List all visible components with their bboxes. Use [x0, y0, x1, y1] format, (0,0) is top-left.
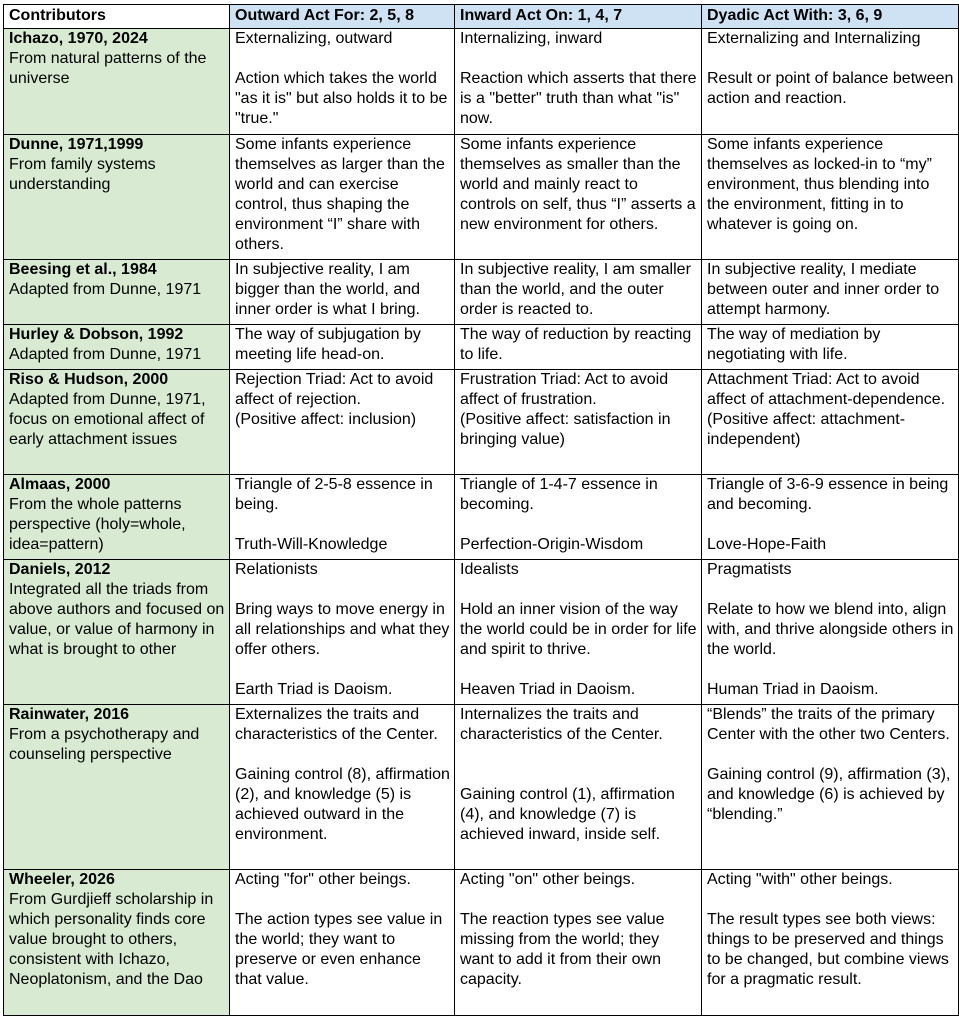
table-body [4, 29, 959, 1016]
inward-cell [455, 325, 702, 370]
author-description: From family systems understanding [9, 156, 156, 193]
author-name: Ichazo, 1970, 2024 [9, 30, 148, 47]
contributor-cell [4, 370, 230, 475]
author-name: Beesing et al., 1984 [9, 261, 157, 278]
outward-cell [230, 325, 455, 370]
outward-cell [230, 475, 455, 560]
cell-text: Gaining control (9), affirmation (3), and knowledge (6) is achieved by “blending.” [707, 766, 951, 823]
contributor-cell [4, 870, 230, 1016]
author-name: Almaas, 2000 [9, 476, 111, 493]
cell-text: Result or point of balance between action and reaction. [707, 70, 954, 107]
cell-text: Frustration Triad: Act to avoid affect of frustration. [460, 371, 669, 408]
cell-text: In subjective reality, I mediate between outer and inner order to attempt harmony. [707, 261, 940, 318]
table-row [4, 705, 959, 870]
cell-text: Triangle of 3-6-9 essence in being and becoming. [707, 476, 949, 513]
cell-text: Externalizes the traits and characteristics of the Center. [235, 706, 438, 743]
dyadic-cell [702, 29, 959, 135]
header-inward-act: Inward Act On: 1, 4, 7 [455, 5, 702, 29]
cell-text: The reaction types see value missing from the world; they want to add it from their own capacity. [460, 911, 665, 988]
dyadic-cell [702, 135, 959, 260]
author-description: Adapted from Dunne, 1971, focus on emotional affect of early attachment issues [9, 391, 206, 448]
cell-text: Love-Hope-Faith [707, 536, 827, 553]
cell-text: Human Triad in Daoism. [707, 681, 879, 698]
header-outward-act: Outward Act For: 2, 5, 8 [230, 5, 455, 29]
outward-cell [230, 29, 455, 135]
author-description: Integrated all the triads from above authors and focused on value, or value of harmony in what is brought to other [9, 581, 225, 658]
outward-cell [230, 870, 455, 1016]
cell-text: Gaining control (8), affirmation (2), and knowledge (5) is achieved outward in the environment. [235, 766, 450, 843]
cell-text: Truth-Will-Knowledge [235, 536, 388, 553]
header-contributors: Contributors [4, 5, 230, 29]
dyadic-cell [702, 260, 959, 325]
table-row [4, 475, 959, 560]
cell-text: Triangle of 1-4-7 essence in becoming. [460, 476, 658, 513]
table-header [4, 5, 959, 29]
dyadic-cell [702, 370, 959, 475]
cell-text: (Positive affect: attachment-independent) [707, 411, 906, 448]
cell-text: Acting "for" other beings. [235, 871, 411, 888]
inward-cell [455, 560, 702, 705]
author-name: Riso & Hudson, 2000 [9, 371, 169, 388]
contributor-cell [4, 560, 230, 705]
inward-cell [455, 870, 702, 1016]
inward-cell [455, 475, 702, 560]
contributor-cell [4, 135, 230, 260]
author-description: From a psychotherapy and counseling perspective [9, 726, 200, 763]
cell-text: Idealists [460, 561, 519, 578]
author-name: Wheeler, 2026 [9, 871, 115, 888]
cell-text: Hold an inner vision of the way the world could be in order for life and spirit to thrive. [460, 601, 697, 658]
cell-text: Some infants experience themselves as smaller than the world and mainly react to controls on self, thus “I” asserts a new environment for others. [460, 136, 696, 233]
inward-cell [455, 29, 702, 135]
inward-cell [455, 370, 702, 475]
dyadic-cell [702, 560, 959, 705]
contributor-cell [4, 29, 230, 135]
header-dyadic-act: Dyadic Act With: 3, 6, 9 [702, 5, 959, 29]
cell-text: Attachment Triad: Act to avoid affect of attachment-dependence. [707, 371, 946, 408]
cell-text: Internalizing, inward [460, 30, 603, 47]
triads-table [3, 4, 959, 1016]
cell-text: Some infants experience themselves as larger than the world and can exercise control, thus shaping the environment “I” share with others. [235, 136, 445, 253]
cell-text: Perfection-Origin-Wisdom [460, 536, 644, 553]
cell-text: Heaven Triad in Daoism. [460, 681, 636, 698]
cell-text: (Positive affect: inclusion) [235, 411, 417, 428]
cell-text: Acting "with" other beings. [707, 871, 893, 888]
table-row [4, 135, 959, 260]
author-name: Rainwater, 2016 [9, 706, 130, 723]
cell-text: The action types see value in the world; they want to preserve or even enhance that value. [235, 911, 443, 988]
cell-text: Relationists [235, 561, 318, 578]
author-description: Adapted from Dunne, 1971 [9, 281, 202, 298]
outward-cell [230, 705, 455, 870]
cell-text: Bring ways to move energy in all relationships and what they offer others. [235, 601, 450, 658]
author-description: Adapted from Dunne, 1971 [9, 346, 202, 363]
cell-text: Relate to how we blend into, align with, and thrive alongside others in the world. [707, 601, 954, 658]
cell-text: Gaining control (1), affirmation (4), and knowledge (7) is achieved inward, inside self. [460, 786, 675, 843]
cell-text: (Positive affect: satisfaction in bringing value) [460, 411, 671, 448]
cell-text: The way of subjugation by meeting life head-on. [235, 326, 421, 363]
cell-text: The way of mediation by negotiating with life. [707, 326, 881, 363]
author-description: From natural patterns of the universe [9, 50, 207, 87]
outward-cell [230, 560, 455, 705]
outward-cell [230, 260, 455, 325]
author-description: From Gurdjieff scholarship in which personality finds core value brought to others, consistent with Ichazo, Neoplatonism, and the Dao [9, 891, 214, 988]
cell-text: Externalizing and Internalizing [707, 30, 921, 47]
cell-text: Action which takes the world "as it is" but also holds it to be "true." [235, 70, 448, 127]
inward-cell [455, 705, 702, 870]
inward-cell [455, 260, 702, 325]
table-row [4, 29, 959, 135]
inward-cell [455, 135, 702, 260]
cell-text: Pragmatists [707, 561, 792, 578]
author-name: Hurley & Dobson, 1992 [9, 326, 184, 343]
cell-text: Reaction which asserts that there is a "better" truth than what "is" now. [460, 70, 697, 127]
table-row [4, 560, 959, 705]
table-row [4, 325, 959, 370]
cell-text: The result types see both views: things to be preserved and things to be changed, but combine views for a pragmatic result. [707, 911, 949, 988]
header-row [4, 5, 959, 29]
contributor-cell [4, 475, 230, 560]
cell-text: Rejection Triad: Act to avoid affect of rejection. [235, 371, 434, 408]
outward-cell [230, 135, 455, 260]
contributor-cell [4, 705, 230, 870]
table-row [4, 370, 959, 475]
author-description: From the whole patterns perspective (holy=whole, idea=pattern) [9, 496, 186, 553]
dyadic-cell [702, 475, 959, 560]
cell-text: The way of reduction by reacting to life. [460, 326, 692, 363]
cell-text: Externalizing, outward [235, 30, 393, 47]
dyadic-cell [702, 870, 959, 1016]
table-row [4, 870, 959, 1016]
table-row [4, 260, 959, 325]
contributor-cell [4, 325, 230, 370]
contributor-cell [4, 260, 230, 325]
cell-text: Some infants experience themselves as locked-in to “my” environment, thus blending into the environment, fitting in to whatever is going on. [707, 136, 932, 233]
cell-text: Earth Triad is Daoism. [235, 681, 393, 698]
cell-text: “Blends” the traits of the primary Center with the other two Centers. [707, 706, 950, 743]
cell-text: Internalizes the traits and characteristics of the Center. [460, 706, 663, 743]
author-name: Dunne, 1971,1999 [9, 136, 144, 153]
dyadic-cell [702, 325, 959, 370]
outward-cell [230, 370, 455, 475]
author-name: Daniels, 2012 [9, 561, 111, 578]
cell-text: In subjective reality, I am bigger than the world, and inner order is what I bring. [235, 261, 421, 318]
cell-text: Acting "on" other beings. [460, 871, 636, 888]
cell-text: In subjective reality, I am smaller than the world, and the outer order is reacted to. [460, 261, 691, 318]
dyadic-cell [702, 705, 959, 870]
cell-text: Triangle of 2-5-8 essence in being. [235, 476, 433, 513]
